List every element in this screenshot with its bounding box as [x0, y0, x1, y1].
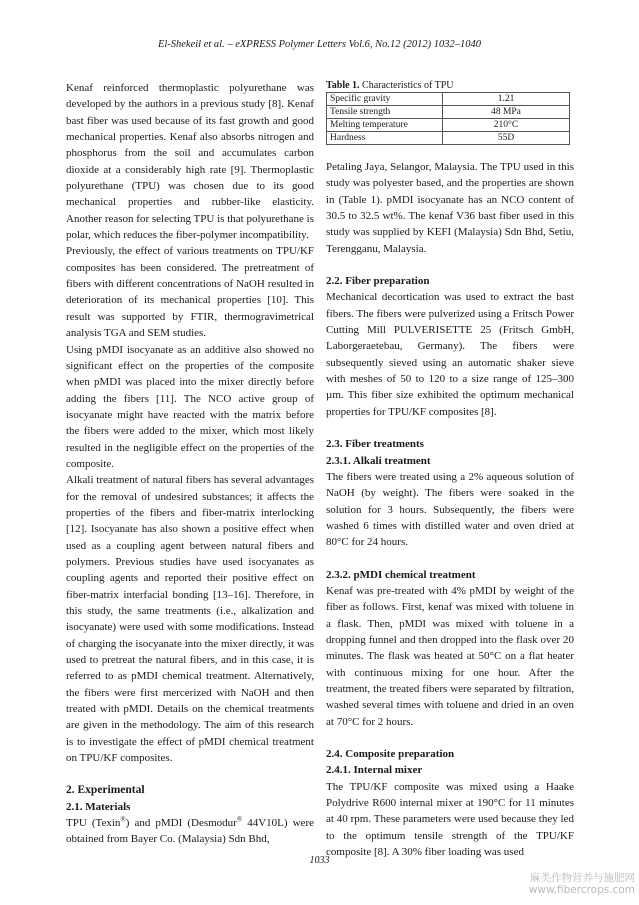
section-alkali-treatment-heading: 2.3.1. Alkali treatment: [326, 454, 431, 467]
materials-continued-paragraph: Petaling Jaya, Selangor, Malaysia. The TPU used in this study was polyester based, and the properties are shown in (Table 1). pMDI isocyanate has an NCO content of 30.5 to 32.5 wt%. The kenaf V36 bast fiber used in this study was supplied by KEFI (Malaysia) Sdn Bhd, Setiu, Terengganu, Malaysia.: [326, 161, 574, 255]
intro-paragraph-3: Using pMDI isocyanate as an additive also showed no significant effect on the properties of the composite when pMDI was placed into the mixer directly before adding the fibers [11]. The NCO active group of isocyanate might have reacted with the matrix before the fibers were added to the mixer, which most likely resulted in the negligible effect on the properties of the composite.: [66, 343, 314, 470]
alkali-treatment-paragraph: The fibers were treated using a 2% aqueous solution of NaOH (by weight). The fibers were soaked in the solution for 3 hours. Subsequently, the fibers were washed 6 times with distilled water and oven dried at 80°C for 24 hours.: [326, 470, 574, 549]
pmdi-treatment-paragraph: Kenaf was pre-treated with 4% pMDI by weight of the fiber as follows. First, kenaf was mixed with toluene in a flask. Then, pMDI was mixed with toluene in a dropping funnel and then dropped into the flask over 20 minutes. The flask was heated at 50°C on a flat heater with continuous mixing for one hour. After the treatment, the treated fibers were separated by filtration, washed several times with toluene and dried in an oven at 70°C for 2 hours.: [326, 584, 574, 728]
section-fiber-preparation-heading: 2.2. Fiber preparation: [326, 275, 430, 288]
table-row: Tensile strength 48 MPa: [327, 106, 570, 119]
page-number: 1033: [309, 855, 330, 866]
tpu-characteristics-table: [326, 92, 570, 145]
watermark-line-1: 麻类作物营养与施肥网: [530, 872, 635, 884]
intro-paragraph-2: Previously, the effect of various treatments on TPU/KF composites has been considered. The pretreatment of fibers with different concentrations of NaOH resulted in deterioration of its mechanical properties [10]. This result was supported by FTIR, thermogravimetrical analysis TGA and SEM studies.: [66, 245, 314, 340]
internal-mixer-paragraph: The TPU/KF composite was mixed using a Haake Polydrive R600 internal mixer at 190°C for 11 minutes at 40 rpm. These parameters were used because they led to the optimum tensile strength of the TPU/KF composite [8]. A 30% fiber loading was used: [326, 780, 574, 859]
watermark: [500, 872, 635, 896]
running-header: El-Shekeil et al. – eXPRESS Polymer Letters Vol.6, No.12 (2012) 1032–1040: [157, 39, 482, 50]
table-row: Melting temperature 210°C: [327, 119, 570, 132]
section-fiber-treatments-heading: 2.3. Fiber treatments: [326, 438, 424, 451]
section-materials-heading: 2.1. Materials: [66, 800, 131, 813]
section-internal-mixer-heading: 2.4.1. Internal mixer: [326, 764, 423, 777]
right-column: [326, 80, 574, 860]
section-pmdi-treatment-heading: 2.3.2. pMDI chemical treatment: [326, 568, 476, 581]
table-row: Specific gravity 1.21: [327, 93, 570, 106]
intro-paragraph-1: Kenaf reinforced thermoplastic polyurethane was developed by the authors in a previous study [8]. Kenaf bast fiber was used because of its fast growth and good mechanical properties. Kenaf also absorbs nitrogen and phosphorus from the soil and accumulates carbon dioxide at a considerably high rate [9]. Thermoplastic polyurethane (TPU) was chosen due to its good mechanical properties and rubber-like elasticity. Another reason for selecting TPU is that polyurethane is polar, which reduces the fiber-polymer incompatibility.: [66, 82, 314, 242]
left-column: [66, 80, 314, 848]
intro-paragraph-4: Alkali treatment of natural fibers has several advantages for the removal of undesired substances; it affects the properties of the fibers and fiber-matrix interlocking [12]. Isocyanate has also shown a positive effect when used as a coupling agent between natural fibers and polymers. Previous studies have used isocyanates as coupling agents and reported their positive effect on fiber-matrix interfacial bonding [13–16]. Therefore, in this study, the same treatments (i.e., alkalization and isocyanate) were used with some modifications. Instead of charging the isocyanate into the mixer directly, it was used to pretreat the natural fibers, and in this case, it is referred to as pMDI chemical treatment. Alternatively, the fibers were first mercerized with NaOH and then treated with pMDI. Details on the chemical treatments are given in the methodology. The aim of this research is to investigate the effect of pMDI chemical treatment on TPU/KF composites.: [66, 474, 314, 765]
table-caption: Table 1. Characteristics of TPU: [326, 80, 454, 91]
section-experimental-heading: 2. Experimental: [66, 784, 145, 797]
fiber-preparation-paragraph: Mechanical decortication was used to extract the bast fibers. The fibers were pulverized using a Fritsch Power Cutting Mill PULVERISETTE 25 (Fritsch GmbH, Laborgeraetebau, Germany). The fibers were subsequently sieved using an automatic shaker sieve with meshes of 50 to 120 to a size range of 125–300 µm. This fiber size exhibited the optimum mechanical properties for TPU/KF composites [8].: [326, 291, 574, 418]
table-row: Hardness 55D: [327, 132, 570, 145]
section-composite-preparation-heading: 2.4. Composite preparation: [326, 748, 455, 760]
materials-paragraph: TPU (Texin®) and pMDI (Desmodur® 44V10L) were obtained from Bayer Co. (Malaysia) Sdn Bhd,: [66, 815, 314, 846]
watermark-line-2: www.fibercrops.com: [528, 884, 635, 896]
